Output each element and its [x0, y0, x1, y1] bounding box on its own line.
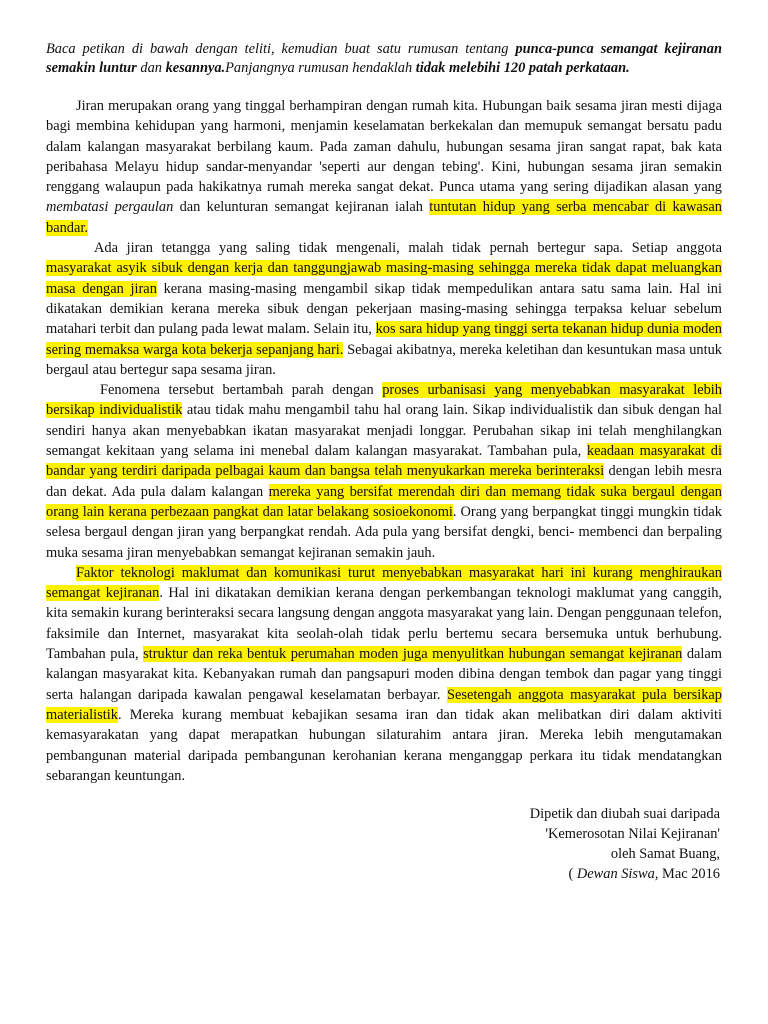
highlighted-text: proses urbanisasi yang menyebabkan masyarakat lebih bersikap individualistik	[46, 382, 722, 419]
highlighted-text: keadaan masyarakat di bandar yang terdiri daripada pelbagai kaum dan bangsa telah menyukarkan mereka berinteraksi	[46, 443, 722, 480]
source-line: Dipetik dan diubah suai daripada	[529, 806, 720, 823]
instruction-bold-limit: tidak melebihi 120 patah perkataan.	[415, 60, 630, 76]
highlighted-text: masyarakat asyik sibuk dengan kerja dan tanggungjawab masing-masing sehingga mereka tidak dapat meluangkan masa dengan jiran	[46, 260, 722, 297]
body-text: Ada jiran tetangga yang saling tidak mengenali, malah tidak pernah bertegur sapa. Setiap anggota	[94, 240, 722, 257]
body-text: dengan lebih mesra dan dekat. Ada pula dalam kalangan	[46, 463, 723, 500]
body-text: dan kelunturan semangat kejiranan ialah	[173, 199, 430, 216]
body-text: Jiran merupakan orang yang tinggal berhampiran dengan rumah kita. Hubungan baik sesama jiran mesti dijaga bagi membina kehidupan yang harmoni, menjamin keselamatan berkekalan dan memupuk semangat bersatu padu dalam kalangan masyarakat berbilang kaum. Pada zaman dahulu, hubungan sesama jiran sangat rapat, bak kata peribahasa Melayu hidup sandar-menyandar 'seperti aur dengan tebing'. Kini, hubungan sesama jiran semakin renggang walaupun pada hakikatnya rumah mereka sangat dekat. Punca utama yang sering dijadikan alasan yang	[46, 98, 722, 196]
highlighted-text: Sesetengah anggota masyarakat pula bersikap materialistik	[46, 686, 722, 723]
instruction-part: dan	[136, 60, 166, 76]
body-text: atau tidak mahu mengambil tahu hal orang lain. Sikap individualistik dan sibuk dengan hal sendiri hanya akan menyebabkan ikatan masyarakat menjadi longgar. Perubahan sikap ini telah menghilangkan semangat kekitaan yang selama ini menebal dalam kalangan masyarakat. Tambahan pula,	[46, 402, 722, 460]
italic-text: membatasi pergaulan	[46, 199, 174, 216]
body-text: . Orang yang berpangkat tinggi mungkin tidak selesa bergaul dengan jiran yang berpangkat rendah. Ada pula yang bersifat dengki, benci- membenci dan berpaling muka sesama jiran menyebabkan semangat kejiranan semakin jauh.	[46, 503, 722, 561]
source-date: , Mac 2016	[654, 866, 720, 883]
source-title: 'Kemerosotan Nilai Kejiranan'	[545, 826, 720, 843]
source-author: oleh Samat Buang,	[610, 846, 720, 863]
instruction-bold-effect: kesannya.	[165, 60, 226, 76]
body-text: kerana masing-masing mengambil sikap tidak mempedulikan antara satu sama lain. Hal ini dikatakan demikian kerana mereka sibuk dengan pekerjaan masing-masing sehingga terpaksa keluar sebelum matahari terbit dan pulang pada lewat malam. Selain itu,	[46, 280, 722, 338]
instruction-part: Panjangnya rumusan hendaklah	[225, 60, 416, 76]
instruction-part: Baca petikan di bawah dengan teliti, kemudian buat satu rumusan tentang	[46, 41, 516, 57]
source-magazine: Dewan Siswa	[576, 866, 655, 883]
paragraph-1	[46, 96, 722, 238]
paragraph-2	[46, 238, 722, 380]
highlighted-text: mereka yang bersifat merendah diri dan memang tidak suka bergaul dengan orang lain kerana perbezaan pangkat dan latar belakang sosioekonomi	[46, 483, 723, 520]
highlighted-text: kos sara hidup yang tinggi serta tekanan hidup dunia moden sering memaksa warga kota bekerja sepanjang hari.	[46, 321, 722, 358]
paragraph-3	[46, 380, 722, 563]
body-text: Sebagai akibatnya, mereka keletihan dan kesuntukan masa untuk bergaul atau bertegur sapa sesama jiran.	[46, 341, 722, 378]
body-text: . Mereka kurang membuat kebajikan sesama iran dan tidak akan melibatkan diri dalam aktiviti kemasyarakatan yang dapat merapatkan hubungan silaturahim antara jiran. Mereka lebih mengutamakan pembangunan material daripada pembangunan kerohanian kerana menganggap perkara itu tidak mendatangkan sebarangan keuntungan.	[46, 706, 722, 784]
instruction-bold-topic: punca-punca semangat kejiranan semakin luntur	[46, 41, 722, 76]
paragraph-4	[46, 563, 722, 786]
highlighted-text: Faktor teknologi maklumat dan komunikasi turut menyebabkan masyarakat hari ini kurang menghiraukan semangat kejiranan	[46, 564, 722, 602]
source-citation	[46, 804, 722, 884]
source-part: (	[568, 866, 577, 883]
body-text: . Hal ini dikatakan demikian kerana dengan perkembangan teknologi maklumat yang canggih, kita semakin kurang berinteraksi secara langsung dengan anggota masyarakat yang lain. Dengan penggunaan telefon, faksimile dan Internet, masyarakat kita seolah-olah tidak perlu bertemu secara bersemuka untuk berhubung. Tambahan pula,	[46, 585, 722, 663]
highlighted-text: struktur dan reka bentuk perumahan moden juga menyulitkan hubungan semangat kejiranan	[143, 646, 683, 663]
instruction-text	[46, 40, 722, 78]
body-text: Fenomena tersebut bertambah parah dengan	[100, 382, 383, 399]
body-text: dalam kalangan masyarakat kita. Kebanyakan rumah dan pangsapuri moden dibina dengan tembok dan pagar yang tinggi serta halangan daripada kawalan pengawal keselamatan berbayar.	[46, 646, 722, 703]
highlighted-text: tuntutan hidup yang serba mencabar di kawasan bandar.	[46, 199, 722, 236]
source-publication	[46, 864, 720, 884]
